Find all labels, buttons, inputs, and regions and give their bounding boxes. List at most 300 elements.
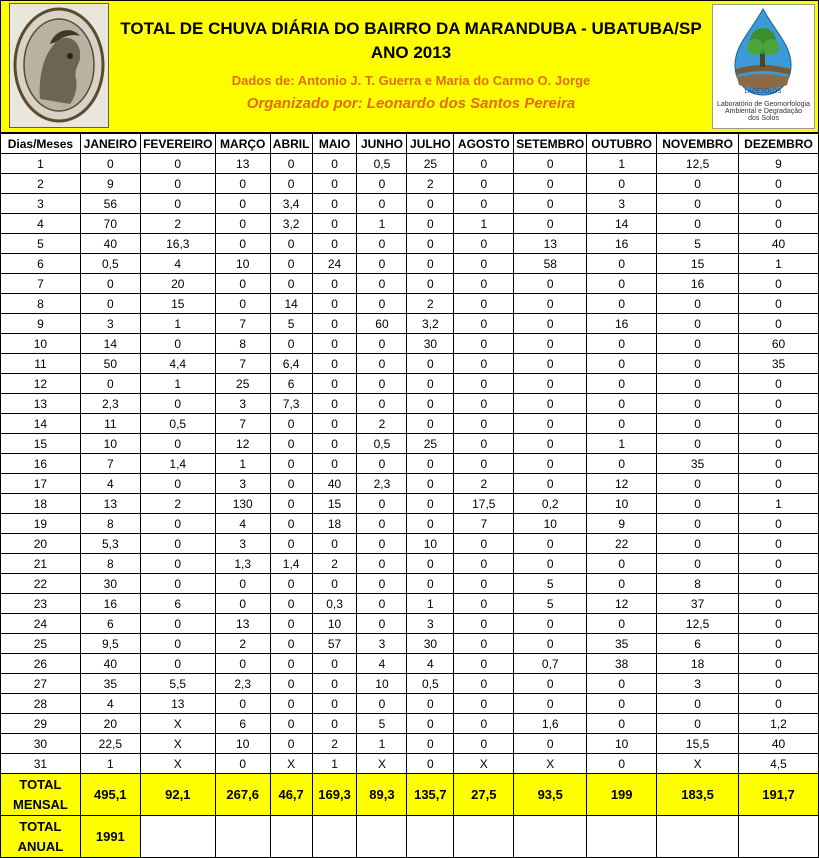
rainfall-cell: 0 (270, 434, 312, 454)
column-header: MAIO (312, 134, 357, 154)
day-number-cell: 29 (1, 714, 81, 734)
rainfall-cell: 15,5 (657, 734, 739, 754)
rainfall-cell: 2 (454, 474, 514, 494)
rainfall-cell: 12,5 (657, 154, 739, 174)
rainfall-cell: 1 (357, 734, 407, 754)
day-row (1, 294, 819, 314)
rainfall-cell: 14 (270, 294, 312, 314)
rainfall-cell: 0 (270, 254, 312, 274)
rainfall-cell: 0 (312, 454, 357, 474)
organizer-credit: Organizado por: Leonardo dos Santos Pereira (246, 95, 576, 112)
day-row (1, 274, 819, 294)
rainfall-cell: 0 (514, 734, 587, 754)
day-row (1, 694, 819, 714)
rainfall-cell: 7,3 (270, 394, 312, 414)
column-header: DEZEMBRO (739, 134, 819, 154)
rainfall-cell: 0 (407, 274, 454, 294)
rainfall-cell: 0 (407, 374, 454, 394)
rainfall-cell: 30 (407, 334, 454, 354)
lagesolos-logo (712, 4, 815, 129)
rainfall-cell: 0,7 (514, 654, 587, 674)
rainfall-cell: 3,2 (407, 314, 454, 334)
day-row (1, 234, 819, 254)
rainfall-cell: 0 (514, 214, 587, 234)
rainfall-cell: 0 (587, 254, 657, 274)
rainfall-cell: 3 (215, 474, 270, 494)
rainfall-cell: 13 (80, 494, 140, 514)
column-header: JANEIRO (80, 134, 140, 154)
rainfall-cell: 0 (514, 434, 587, 454)
rainfall-cell: 0 (407, 714, 454, 734)
rainfall-cell: 1 (80, 754, 140, 774)
rainfall-cell: 0 (739, 314, 819, 334)
day-number-cell: 25 (1, 634, 81, 654)
rainfall-cell: 15 (140, 294, 215, 314)
rainfall-cell: 0 (454, 334, 514, 354)
rainfall-cell: 0 (739, 274, 819, 294)
rainfall-cell: X (140, 714, 215, 734)
rainfall-cell: 0 (140, 654, 215, 674)
rainfall-cell: 0 (739, 294, 819, 314)
rainfall-cell: 9 (739, 154, 819, 174)
rainfall-cell: 0 (215, 274, 270, 294)
day-row (1, 374, 819, 394)
rainfall-cell: 2,3 (80, 394, 140, 414)
day-number-cell: 6 (1, 254, 81, 274)
rainfall-cell: 0 (270, 154, 312, 174)
day-number-cell: 16 (1, 454, 81, 474)
empty-cell (514, 816, 587, 858)
lagesolos-caption: LAGESOLOS (744, 89, 782, 95)
day-row (1, 734, 819, 754)
rainfall-cell: 0 (140, 634, 215, 654)
day-row (1, 454, 819, 474)
rainfall-cell: 0 (454, 574, 514, 594)
rainfall-cell: 15 (657, 254, 739, 274)
day-number-cell: 11 (1, 354, 81, 374)
rainfall-cell: 13 (140, 694, 215, 714)
rainfall-cell: 0 (454, 614, 514, 634)
column-header: NOVEMBRO (657, 134, 739, 154)
lagesolos-logo-text: Laboratório de Geomorfologia Ambiental e Degradação dos Solos (716, 101, 810, 122)
rainfall-cell: 0 (454, 294, 514, 314)
day-number-cell: 18 (1, 494, 81, 514)
rainfall-cell: 0 (514, 454, 587, 474)
empty-cell (312, 816, 357, 858)
day-number-cell: 7 (1, 274, 81, 294)
rainfall-cell: 1,4 (140, 454, 215, 474)
day-number-cell: 22 (1, 574, 81, 594)
rainfall-cell: 0,5 (140, 414, 215, 434)
rainfall-cell: 9 (587, 514, 657, 534)
rainfall-cell: 0 (357, 334, 407, 354)
rainfall-cell: 2 (140, 494, 215, 514)
rainfall-cell: 0 (587, 294, 657, 314)
day-row (1, 154, 819, 174)
rainfall-cell: 0 (407, 734, 454, 754)
rainfall-cell: 0 (312, 674, 357, 694)
rainfall-cell: 0 (407, 494, 454, 514)
rainfall-cell: 0 (357, 614, 407, 634)
rainfall-cell: 0 (312, 534, 357, 554)
header-row (1, 134, 819, 154)
rainfall-cell: 0 (657, 294, 739, 314)
rainfall-cell: 3 (80, 314, 140, 334)
day-row (1, 394, 819, 414)
rainfall-cell: 0 (454, 274, 514, 294)
rainfall-cell: 0 (587, 334, 657, 354)
rainfall-cell: 0 (140, 334, 215, 354)
rainfall-cell: 22 (587, 534, 657, 554)
header-banner (0, 0, 819, 133)
rainfall-cell: 4,4 (140, 354, 215, 374)
rainfall-cell: 0 (587, 754, 657, 774)
sheet-title: TOTAL DE CHUVA DIÁRIA DO BAIRRO DA MARANDUBA - UBATUBA/SP (120, 19, 702, 38)
rainfall-cell: 16,3 (140, 234, 215, 254)
data-source: Dados de: Antonio J. T. Guerra e Maria do Carmo O. Jorge (231, 73, 591, 88)
rainfall-cell: 8 (215, 334, 270, 354)
rainfall-cell: 0 (407, 354, 454, 374)
rainfall-cell: 25 (407, 434, 454, 454)
rainfall-cell: 0 (739, 554, 819, 574)
rainfall-cell: 0 (657, 554, 739, 574)
rainfall-cell: 8 (657, 574, 739, 594)
rainfall-cell: 0 (140, 534, 215, 554)
rainfall-cell: 5 (657, 234, 739, 254)
rainfall-cell: 5,5 (140, 674, 215, 694)
rainfall-cell: 0 (454, 194, 514, 214)
rainfall-cell: 12 (587, 474, 657, 494)
rainfall-cell: 0 (312, 654, 357, 674)
day-row (1, 414, 819, 434)
day-row (1, 314, 819, 334)
day-number-cell: 27 (1, 674, 81, 694)
rainfall-cell: 5 (514, 594, 587, 614)
rainfall-cell: 0 (514, 174, 587, 194)
rainfall-cell: 30 (407, 634, 454, 654)
rainfall-cell: 0 (312, 294, 357, 314)
day-row (1, 514, 819, 534)
rainfall-cell: 20 (140, 274, 215, 294)
rainfall-cell: 0 (80, 294, 140, 314)
empty-cell (407, 816, 454, 858)
rainfall-cell: 0,3 (312, 594, 357, 614)
rainfall-cell: 60 (739, 334, 819, 354)
rainfall-cell: 0 (312, 694, 357, 714)
rainfall-cell: 0 (270, 414, 312, 434)
rainfall-cell: 0,2 (514, 494, 587, 514)
rainfall-cell: 0 (454, 654, 514, 674)
rainfall-cell: 0 (357, 534, 407, 554)
rainfall-cell: 58 (514, 254, 587, 274)
rainfall-cell: 13 (215, 614, 270, 634)
rainfall-cell: 0 (140, 434, 215, 454)
rainfall-cell: 9,5 (80, 634, 140, 654)
day-number-cell: 15 (1, 434, 81, 454)
rainfall-cell: 0 (312, 274, 357, 294)
rainfall-cell: 0 (357, 194, 407, 214)
rainfall-cell: 0 (657, 314, 739, 334)
day-row (1, 534, 819, 554)
rainfall-cell: 12 (587, 594, 657, 614)
rainfall-cell: 2 (407, 294, 454, 314)
rainfall-cell: 0 (739, 674, 819, 694)
rainfall-cell: 1,4 (270, 554, 312, 574)
rainfall-cell: 0 (587, 574, 657, 594)
rainfall-cell: X (140, 734, 215, 754)
rainfall-cell: 3 (407, 614, 454, 634)
rainfall-cell: 0 (80, 374, 140, 394)
rainfall-cell: 0 (657, 174, 739, 194)
rainfall-cell: 0 (739, 574, 819, 594)
rainfall-cell: 10 (514, 514, 587, 534)
rainfall-cell: 0 (312, 394, 357, 414)
rainfall-cell: 0 (454, 434, 514, 454)
rainfall-cell: 0 (357, 594, 407, 614)
rainfall-cell: 0 (407, 214, 454, 234)
rainfall-cell: 0 (514, 694, 587, 714)
rainfall-cell: 0 (80, 274, 140, 294)
rainfall-cell: 0 (587, 414, 657, 434)
rainfall-cell: 0 (657, 434, 739, 454)
university-seal-logo (9, 3, 109, 128)
rainfall-cell: 20 (80, 714, 140, 734)
rainfall-cell: 0 (270, 174, 312, 194)
rainfall-cell: 3 (215, 394, 270, 414)
rainfall-cell: 3 (587, 194, 657, 214)
rainfall-cell: 4 (407, 654, 454, 674)
monthly-total-cell: 93,5 (514, 774, 587, 816)
day-row (1, 574, 819, 594)
rainfall-cell: 0 (357, 274, 407, 294)
rainfall-cell: 0 (514, 674, 587, 694)
rainfall-cell: 0 (587, 674, 657, 694)
rainfall-cell: 0 (407, 414, 454, 434)
rainfall-cell: 35 (587, 634, 657, 654)
rainfall-cell: 0 (140, 474, 215, 494)
day-row (1, 354, 819, 374)
sheet-year: ANO 2013 (370, 43, 452, 62)
day-number-cell: 19 (1, 514, 81, 534)
rainfall-cell: 1 (312, 754, 357, 774)
rainfall-cell: 4 (140, 254, 215, 274)
monthly-total-cell: 199 (587, 774, 657, 816)
column-header: SETEMBRO (514, 134, 587, 154)
rainfall-cell: 0 (587, 354, 657, 374)
annual-total-cell: 1991 (80, 816, 140, 858)
rainfall-cell: 8 (80, 554, 140, 574)
rainfall-cell: 1 (140, 374, 215, 394)
rainfall-cell: 12,5 (657, 614, 739, 634)
day-row (1, 194, 819, 214)
rainfall-cell: 7 (80, 454, 140, 474)
column-header: JULHO (407, 134, 454, 154)
rainfall-cell: 0 (270, 494, 312, 514)
day-number-cell: 31 (1, 754, 81, 774)
rainfall-cell: 1 (407, 594, 454, 614)
rainfall-cell: 10 (357, 674, 407, 694)
rainfall-cell: 0 (270, 734, 312, 754)
rainfall-cell: 0 (80, 154, 140, 174)
rainfall-cell: 0 (657, 714, 739, 734)
rainfall-cell: 0 (270, 694, 312, 714)
rainfall-cell: 0 (270, 674, 312, 694)
rainfall-cell: 0 (312, 574, 357, 594)
rainfall-cell: 0 (140, 154, 215, 174)
rainfall-cell: 1 (357, 214, 407, 234)
rainfall-cell: 4 (80, 694, 140, 714)
rainfall-cell: 2 (215, 634, 270, 654)
empty-cell (739, 816, 819, 858)
rainfall-cell: 0 (739, 194, 819, 214)
rainfall-cell: 0 (215, 234, 270, 254)
day-row (1, 334, 819, 354)
rainfall-cell: 0 (215, 594, 270, 614)
rainfall-cell: 1 (587, 154, 657, 174)
rainfall-cell: 0 (739, 434, 819, 454)
rainfall-cell: 70 (80, 214, 140, 234)
rainfall-cell: 13 (514, 234, 587, 254)
rainfall-cell: 0 (739, 694, 819, 714)
rainfall-cell: 0 (140, 554, 215, 574)
rainfall-cell: 0 (657, 494, 739, 514)
rainfall-cell: 0 (454, 594, 514, 614)
rainfall-cell: 0 (215, 574, 270, 594)
rainfall-cell: 3 (657, 674, 739, 694)
rainfall-cell: 0 (357, 174, 407, 194)
rainfall-cell: 3 (357, 634, 407, 654)
rainfall-cell: 18 (312, 514, 357, 534)
rainfall-cell: 0 (312, 334, 357, 354)
empty-cell (215, 816, 270, 858)
rainfall-cell: 0 (215, 694, 270, 714)
rainfall-cell: 16 (587, 314, 657, 334)
rainfall-cell: 0 (657, 334, 739, 354)
rainfall-cell: 0 (454, 714, 514, 734)
rainfall-cell: 0 (587, 614, 657, 634)
rainfall-cell: 0 (739, 414, 819, 434)
rainfall-cell: 0 (407, 754, 454, 774)
rainfall-cell: 0 (514, 354, 587, 374)
rainfall-cell: 0 (587, 274, 657, 294)
rainfall-cell: 0 (739, 514, 819, 534)
rainfall-cell: 0 (587, 714, 657, 734)
rainfall-cell: 0 (514, 294, 587, 314)
rainfall-cell: 18 (657, 654, 739, 674)
rainfall-cell: 0 (407, 574, 454, 594)
day-row (1, 554, 819, 574)
rainfall-cell: 0 (657, 534, 739, 554)
rainfall-cell: 0 (739, 394, 819, 414)
rainfall-cell: 0 (270, 454, 312, 474)
annual-total-row (1, 816, 819, 858)
rainfall-cell: 0 (357, 554, 407, 574)
rainfall-cell: 0 (357, 574, 407, 594)
rainfall-cell: 16 (587, 234, 657, 254)
rainfall-cell: 2 (312, 734, 357, 754)
rainfall-cell: 17,5 (454, 494, 514, 514)
rainfall-cell: 1,3 (215, 554, 270, 574)
rainfall-cell: 16 (80, 594, 140, 614)
rainfall-cell: 0 (514, 614, 587, 634)
rainfall-cell: 0 (312, 174, 357, 194)
rainfall-cell: 38 (587, 654, 657, 674)
rainfall-cell: 0 (270, 574, 312, 594)
rainfall-cell: 0 (215, 294, 270, 314)
rainfall-cell: 0 (514, 314, 587, 334)
rainfall-cell: X (140, 754, 215, 774)
rainfall-cell: 0 (407, 454, 454, 474)
rainfall-cell: 0 (357, 494, 407, 514)
column-header: MARÇO (215, 134, 270, 154)
rainfall-cell: 1 (454, 214, 514, 234)
rainfall-cell: 0 (657, 694, 739, 714)
empty-cell (357, 816, 407, 858)
rainfall-cell: 4 (80, 474, 140, 494)
rainfall-cell: 0 (739, 374, 819, 394)
day-row (1, 434, 819, 454)
rainfall-cell: 0 (357, 374, 407, 394)
monthly-total-cell: 89,3 (357, 774, 407, 816)
rainfall-cell: 60 (357, 314, 407, 334)
day-row (1, 174, 819, 194)
monthly-total-cell: 46,7 (270, 774, 312, 816)
rainfall-cell: 0 (739, 474, 819, 494)
rainfall-cell: 1 (739, 254, 819, 274)
rainfall-cell: 0 (454, 354, 514, 374)
rainfall-cell: 13 (215, 154, 270, 174)
rainfall-cell: 7 (215, 354, 270, 374)
monthly-total-cell: 169,3 (312, 774, 357, 816)
rainfall-cell: 0 (357, 234, 407, 254)
rainfall-cell: 0 (407, 234, 454, 254)
day-number-cell: 13 (1, 394, 81, 414)
rainfall-cell: 0 (657, 194, 739, 214)
rainfall-cell: X (514, 754, 587, 774)
rainfall-cell: 0 (454, 554, 514, 574)
rainfall-cell: 0 (454, 674, 514, 694)
empty-cell (454, 816, 514, 858)
rainfall-cell: 0 (514, 374, 587, 394)
rainfall-cell: 24 (312, 254, 357, 274)
rainfall-cell: 0 (587, 694, 657, 714)
rainfall-cell: 7 (215, 414, 270, 434)
column-header: FEVEREIRO (140, 134, 215, 154)
rainfall-cell: 10 (215, 734, 270, 754)
day-number-cell: 30 (1, 734, 81, 754)
rainfall-cell: 0 (270, 514, 312, 534)
day-row (1, 754, 819, 774)
rainfall-cell: 0 (739, 594, 819, 614)
rainfall-cell: 3,4 (270, 194, 312, 214)
empty-cell (587, 816, 657, 858)
rainfall-cell: 130 (215, 494, 270, 514)
rainfall-cell: 0 (407, 474, 454, 494)
rainfall-cell: 0 (270, 474, 312, 494)
monthly-total-cell: 92,1 (140, 774, 215, 816)
rainfall-cell: 50 (80, 354, 140, 374)
rainfall-table (0, 133, 819, 858)
rainfall-cell: 2,3 (357, 474, 407, 494)
rainfall-cell: 0 (357, 514, 407, 534)
rainfall-cell: 6 (270, 374, 312, 394)
day-number-cell: 4 (1, 214, 81, 234)
rainfall-cell: 0 (454, 414, 514, 434)
empty-cell (270, 816, 312, 858)
rainfall-cell: 0 (312, 194, 357, 214)
rainfall-cell: 0 (657, 514, 739, 534)
day-number-cell: 28 (1, 694, 81, 714)
